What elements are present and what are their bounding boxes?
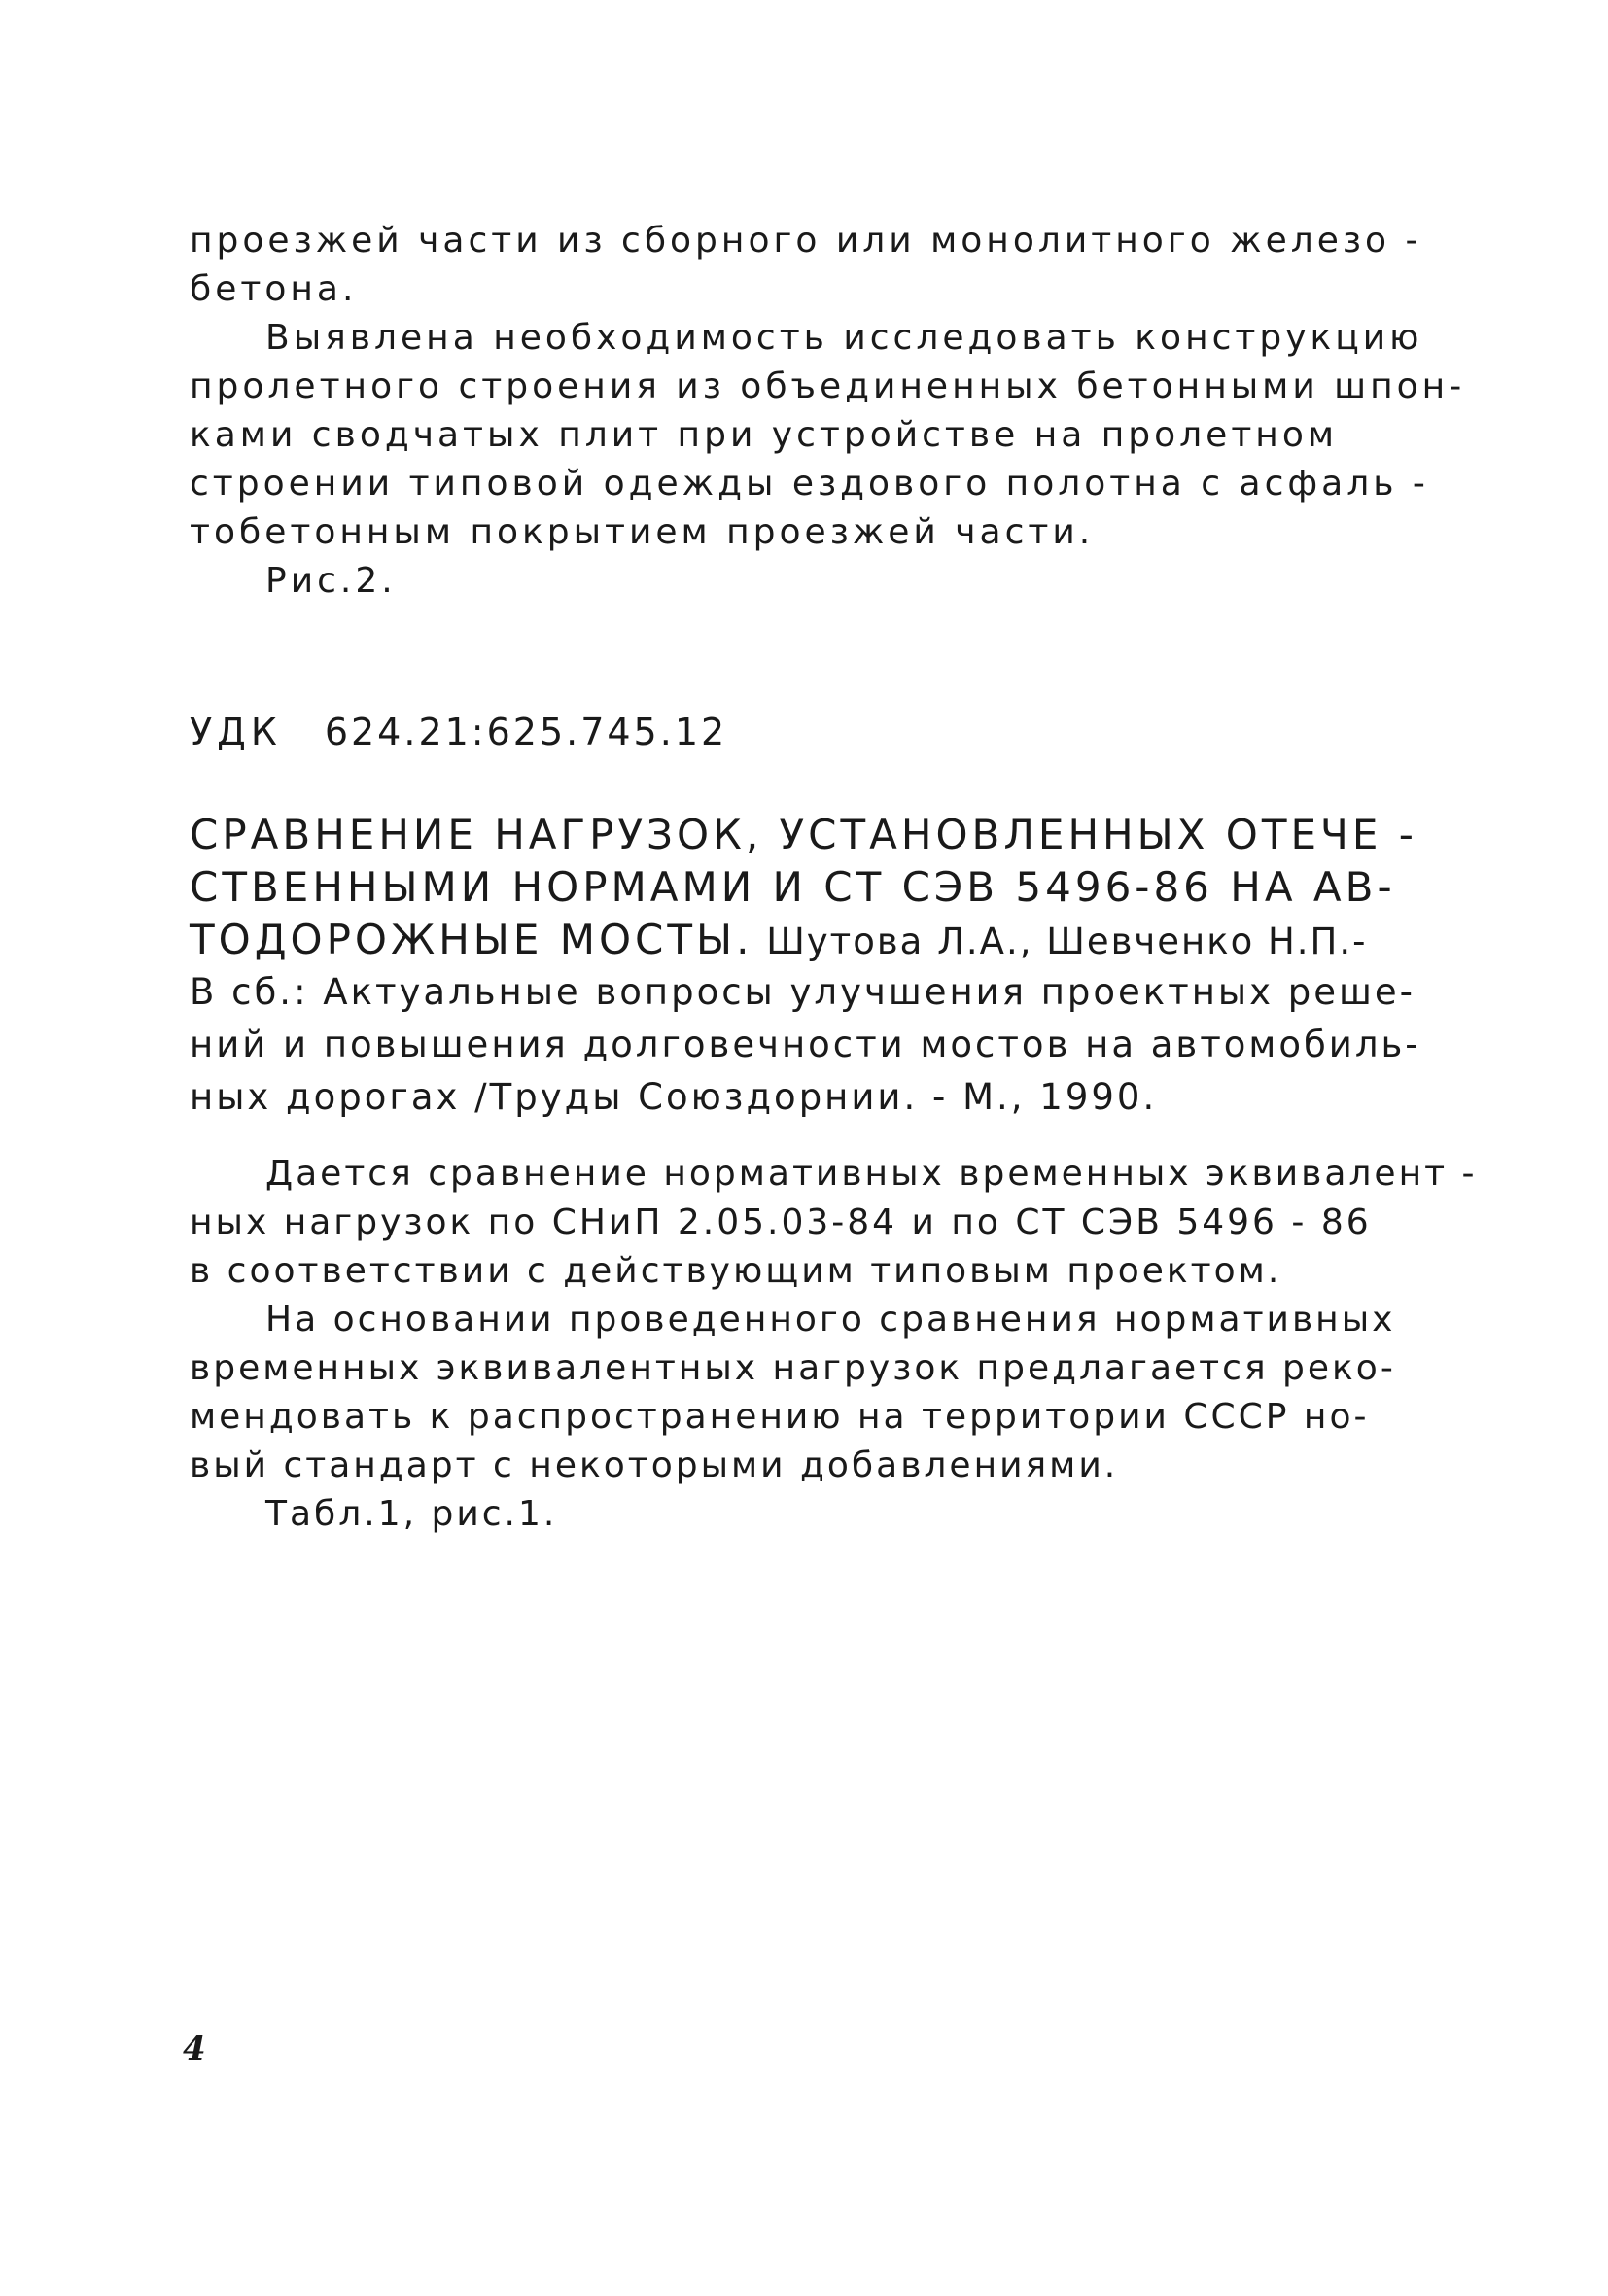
table-figure-reference: Табл.1, рис.1. bbox=[265, 1494, 558, 1534]
intro-line: Выявлена необходимость исследовать конструкцию bbox=[265, 318, 1423, 358]
article-authors: Шутова Л.А., Шевченко Н.П.- bbox=[752, 921, 1368, 962]
intro-line: проезжей части из сборного или монолитного железо - bbox=[190, 221, 1422, 261]
article-title-line: СРАВНЕНИЕ НАГРУЗОК, УСТАНОВЛЕННЫХ ОТЕЧЕ - bbox=[190, 811, 1417, 858]
article-title-authors-line bbox=[190, 914, 1444, 966]
article-title-line: СТВЕННЫМИ НОРМАМИ И СТ СЭВ 5496-86 НА АВ- bbox=[190, 863, 1396, 911]
abstract-line: временных эквивалентных нагрузок предлагается реко- bbox=[190, 1348, 1396, 1388]
abstract-line: На основании проведенного сравнения нормативных bbox=[265, 1300, 1396, 1339]
intro-paragraphs bbox=[190, 217, 1466, 606]
abstract-paragraphs bbox=[190, 1150, 1478, 1539]
article-reference-line: ний и повышения долговечности мостов на автомобиль- bbox=[190, 1024, 1421, 1065]
abstract-line: Дается сравнение нормативных временных эквивалент - bbox=[265, 1154, 1478, 1194]
abstract-line: в соответствии с действующим типовым проектом. bbox=[190, 1251, 1282, 1291]
page-number: 4 bbox=[183, 2030, 206, 2069]
article-reference-line: В сб.: Актуальные вопросы улучшения проектных реше- bbox=[190, 971, 1416, 1013]
udk-classification bbox=[190, 708, 727, 756]
udk-code: 624.21:625.745.12 bbox=[324, 711, 728, 753]
abstract-line: ных нагрузок по СНиП 2.05.03-84 и по СТ СЭВ 5496 - 86 bbox=[190, 1202, 1372, 1242]
article-entry bbox=[190, 809, 1444, 1124]
figure-reference: Рис.2. bbox=[265, 561, 397, 601]
intro-line: пролетного строения из объединенных бетонными шпон- bbox=[190, 366, 1466, 406]
intro-line: бетона. bbox=[190, 269, 358, 309]
article-title-end: ТОДОРОЖНЫЕ МОСТЫ. bbox=[190, 916, 753, 963]
intro-line: тобетонным покрытием проезжей части. bbox=[190, 512, 1095, 552]
intro-line: ками сводчатых плит при устройстве на пролетном bbox=[190, 415, 1339, 455]
intro-line: строении типовой одежды ездового полотна с асфаль - bbox=[190, 464, 1429, 504]
abstract-line: вый стандарт с некоторыми добавлениями. bbox=[190, 1445, 1119, 1485]
abstract-line: мендовать к распространению на территории СССР но- bbox=[190, 1397, 1370, 1437]
article-reference-line: ных дорогах /Труды Союздорнии. - М., 1990. bbox=[190, 1076, 1158, 1118]
udk-label: УДК bbox=[190, 711, 282, 753]
